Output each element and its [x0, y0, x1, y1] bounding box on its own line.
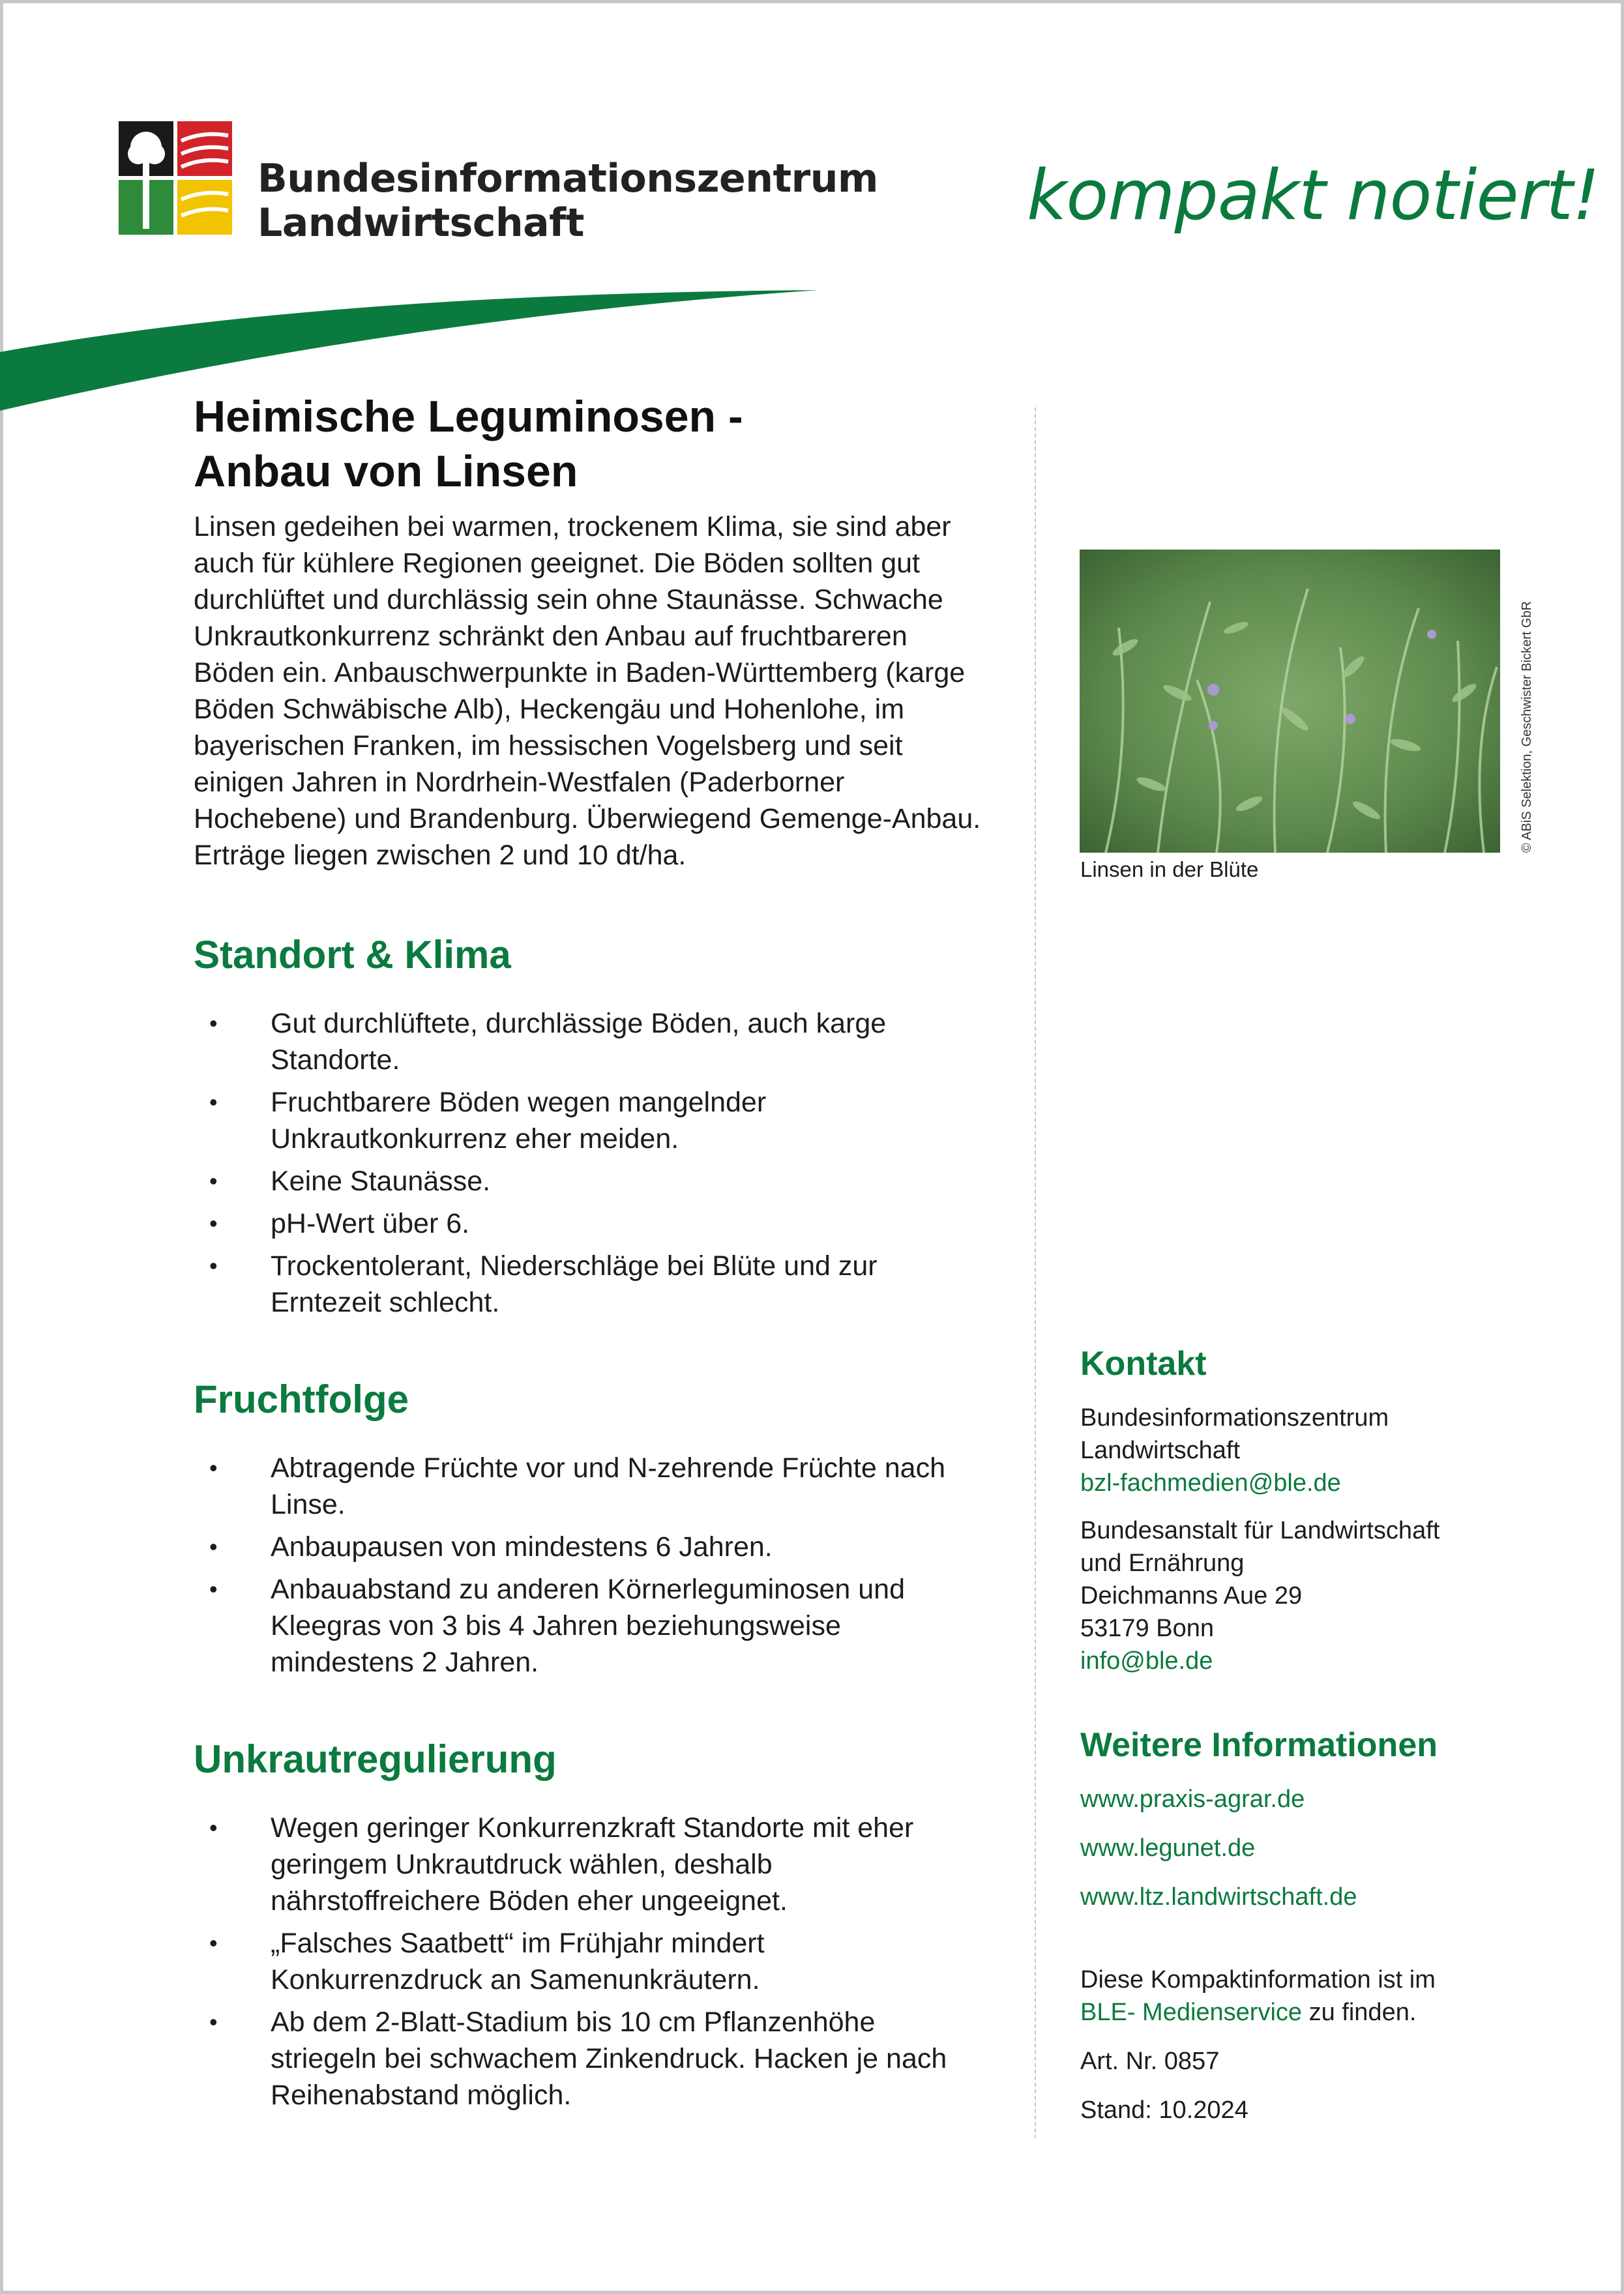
medienservice-note: Diese Kompaktinformation ist im BLE- Medienservice zu finden.: [1080, 1966, 1436, 2026]
list-item: • Anbauabstand zu anderen Körnerleguminosen und Kleegras von 3 bis 4 Jahren beziehungsweise mindestens 2 Jahren.: [194, 1571, 976, 1681]
title-line1: Heimische Leguminosen -: [194, 392, 743, 441]
list-item: • pH-Wert über 6.: [194, 1205, 976, 1242]
fruchtfolge-list: [194, 1450, 976, 1686]
link-praxis-agrar[interactable]: www.praxis-agrar.de: [1080, 1786, 1305, 1813]
list-item: • Anbaupausen von mindestens 6 Jahren.: [194, 1529, 976, 1565]
bullet-icon: •: [209, 1089, 218, 1115]
email-link[interactable]: bzl-fachmedien@ble.de: [1080, 1469, 1341, 1497]
unkraut-list: [194, 1810, 976, 2119]
intro-paragraph: Linsen gedeihen bei warmen, trockenem Klima, sie sind aber auch für kühlere Regionen geeignet. Die Böden sollten gut durchlüftet und durchlässig sein ohne Staunässe. Schwache Unkrautkonkurrenz schränkt den Anbau auf fruchtbareren Böden ein. Anbauschwerpunkte in Baden-Württemberg (karge Böden Schwäbische Alb), Heckengäu und Hohenlohe, im bayerischen Franken, im hessischen Vogelsberg und seit einigen Jahren in Nordrhein-Westfalen (Paderborner Hochebene) und Brandenburg. Überwiegend Gemenge-Anbau. Erträge liegen zwischen 2 und 10 dt/ha.: [194, 511, 981, 871]
org-name-line2: Landwirtschaft: [258, 200, 584, 246]
tagline: kompakt notiert!: [1027, 155, 1600, 235]
photo-caption: Linsen in der Blüte: [1080, 857, 1259, 881]
list-item: • Gut durchlüftete, durchlässige Böden, auch karge Standorte.: [194, 1005, 976, 1078]
bullet-icon: •: [209, 1010, 218, 1037]
standort-list: [194, 1005, 976, 1327]
list-item: • Fruchtbarere Böden wegen mangelnder Unkrautkonkurrenz eher meiden.: [194, 1084, 976, 1157]
medienservice-link[interactable]: BLE- Medienservice: [1080, 1999, 1303, 2026]
page-title: [194, 389, 996, 499]
more-info-heading: Weitere Informationen: [1080, 1726, 1438, 1764]
org-name: [258, 156, 878, 245]
email-link[interactable]: info@ble.de: [1080, 1647, 1213, 1675]
bullet-icon: •: [209, 1533, 218, 1560]
org-name-line1: Bundesinformationszentrum: [258, 156, 878, 201]
list-item: • Keine Staunässe.: [194, 1163, 976, 1199]
contact-org1: Bundesinformationszentrum Landwirtschaft bzl-fachmedien@ble.de: [1080, 1402, 1389, 1499]
bullet-icon: •: [209, 1814, 218, 1841]
bullet-icon: •: [209, 1454, 218, 1481]
bullet-icon: •: [209, 1252, 218, 1279]
bullet-icon: •: [209, 1930, 218, 1956]
article-number: Art. Nr. 0857: [1080, 2048, 1220, 2075]
link-ltz[interactable]: www.ltz.landwirtschaft.de: [1080, 1883, 1357, 1911]
contact-heading: Kontakt: [1080, 1345, 1207, 1383]
list-item: • Ab dem 2-Blatt-Stadium bis 10 cm Pflanzenhöhe striegeln bei schwachem Zinkendruck. Hacken je nach Reihenabstand möglich.: [194, 2004, 976, 2113]
lentil-photo: [1080, 550, 1500, 853]
bullet-icon: •: [209, 1576, 218, 1602]
section-heading-standort: Standort & Klima: [194, 933, 511, 977]
list-item: • Trockentolerant, Niederschläge bei Blüte und zur Erntezeit schlecht.: [194, 1248, 976, 1321]
bullet-icon: •: [209, 1210, 218, 1237]
section-heading-unkraut: Unkrautregulierung: [194, 1737, 557, 1781]
list-item: • Wegen geringer Konkurrenzkraft Standorte mit eher geringem Unkrautdruck wählen, deshalb nährstoffreichere Böden eher ungeeignet.: [194, 1810, 976, 1919]
bullet-icon: •: [209, 1168, 218, 1194]
section-heading-fruchtfolge: Fruchtfolge: [194, 1377, 409, 1421]
list-item: • „Falsches Saatbett“ im Frühjahr mindert Konkurrenzdruck an Samenunkräutern.: [194, 1925, 976, 1998]
list-item: • Abtragende Früchte vor und N-zehrende Früchte nach Linse.: [194, 1450, 976, 1523]
photo-credit: © ABiS Selektion, Geschwister Bickert GbR: [1520, 601, 1534, 853]
bullet-icon: •: [209, 2008, 218, 2035]
bzl-logo-icon: [119, 121, 232, 235]
stand-date: Stand: 10.2024: [1080, 2096, 1248, 2124]
link-legunet[interactable]: www.legunet.de: [1080, 1834, 1256, 1862]
column-divider: [1035, 407, 1036, 2138]
title-line2: Anbau von Linsen: [194, 447, 578, 496]
contact-org2: Bundesanstalt für Landwirtschaft und Ernährung Deichmanns Aue 29 53179 Bonn info@ble.de: [1080, 1514, 1439, 1677]
